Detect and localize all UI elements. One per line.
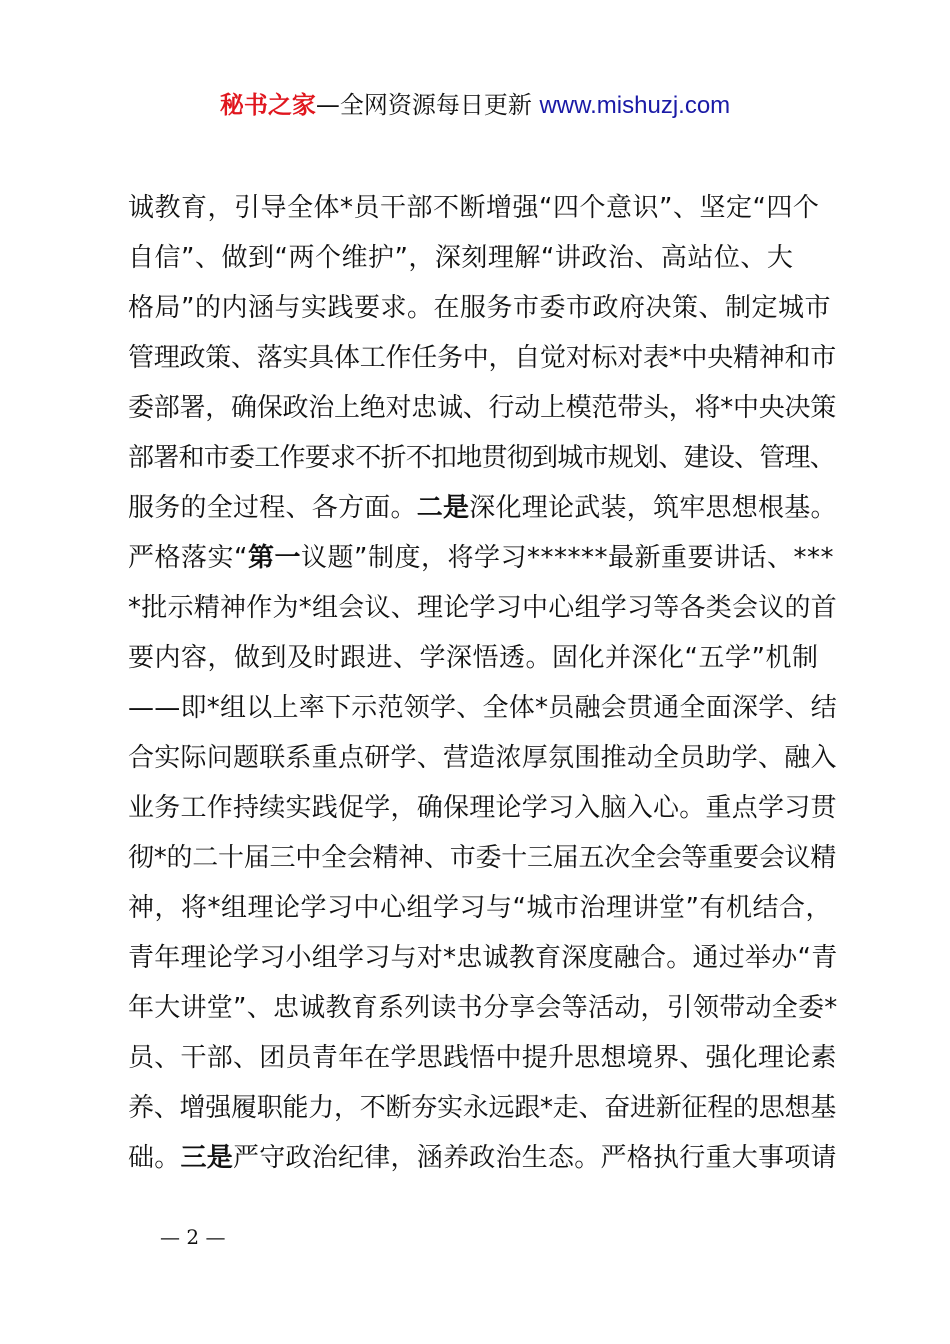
text-line [128, 783, 838, 833]
text-line [128, 933, 838, 983]
text-line [128, 833, 838, 883]
text-line [128, 1133, 838, 1183]
text-line [128, 1033, 838, 1083]
text-segment: *批示精神作为*组会议、理论学习中心组学习等各类会议的首 [128, 593, 838, 623]
bold-keyword: 三是 [180, 1143, 234, 1173]
text-segment: 深化理论武装，筑牢思想根基。 [469, 493, 837, 523]
text-segment: ——即*组以上率下示范领学、全体*员融会贯通全面深学、结 [128, 693, 838, 723]
text-segment: 础。 [128, 1143, 181, 1173]
bold-keyword: 第一 [247, 543, 301, 573]
text-segment: 青年理论学习小组学习与对*忠诚教育深度融合。通过举办“青 [128, 943, 838, 973]
text-line [128, 483, 838, 533]
text-segment: 养、增强履职能力，不断夯实永远跟*走、奋进新征程的思想基 [128, 1093, 837, 1123]
text-line [128, 1083, 838, 1133]
text-segment: 管理政策、落实具体工作任务中，自觉对标对表*中央精神和市 [128, 343, 837, 373]
text-line [128, 433, 838, 483]
text-line [128, 733, 838, 783]
text-segment: 服务的全过程、各方面。 [128, 493, 417, 523]
text-line [128, 983, 838, 1033]
text-line [128, 683, 838, 733]
text-segment: 年大讲堂”、忠诚教育系列读书分享会等活动，引领带动全委* [128, 993, 838, 1023]
text-segment: 员、干部、团员青年在学思践悟中提升思想境界、强化理论素 [128, 1043, 837, 1073]
text-line [128, 533, 838, 583]
text-segment: 格局”的内涵与实践要求。在服务市委市政府决策、制定城市 [128, 293, 831, 323]
text-line [128, 583, 838, 633]
text-segment: 合实际问题联系重点研学、营造浓厚氛围推动全员助学、融入 [128, 743, 837, 773]
brand-name: 秘书之家 [219, 91, 316, 119]
bold-keyword: 二是 [416, 493, 470, 523]
text-segment: 委部署，确保政治上绝对忠诚、行动上模范带头，将*中央决策 [128, 393, 837, 423]
text-line [128, 183, 838, 233]
text-segment: 诚教育，引导全体*员干部不断增强“四个意识”、坚定“四个 [128, 193, 820, 223]
text-segment: 业务工作持续实践促学，确保理论学习入脑入心。重点学习贯 [128, 793, 837, 823]
site-url-link[interactable]: www.mishuzj.com [539, 92, 731, 119]
text-line [128, 333, 838, 383]
page-number: — 2 — [160, 1225, 226, 1249]
header-tagline: —全网资源每日更新 [315, 91, 540, 119]
text-line [128, 883, 838, 933]
text-line [128, 233, 838, 283]
text-segment: 严格落实“ [128, 543, 248, 573]
text-line [128, 283, 838, 333]
text-segment: 严守政治纪律，涵养政治生态。严格执行重大事项请 [233, 1143, 837, 1173]
text-segment: 要内容，做到及时跟进、学深悟透。固化并深化“五学”机制 [128, 643, 819, 673]
text-segment: 彻*的二十届三中全会精神、市委十三届五次全会等重要会议精 [128, 843, 837, 873]
text-segment: 议题”制度，将学习******最新重要讲话、*** [301, 543, 834, 573]
text-line [128, 383, 838, 433]
site-header [0, 88, 950, 123]
text-segment: 自信”、做到“两个维护”，深刻理解“讲政治、高站位、大 [128, 243, 794, 273]
text-segment: 神，将*组理论学习中心组学习与“城市治理讲堂”有机结合， [128, 893, 832, 923]
text-line [128, 633, 838, 683]
document-body [128, 183, 838, 1183]
text-segment: 部署和市委工作要求不折不扣地贯彻到城市规划、建设、管理、 [128, 443, 836, 473]
